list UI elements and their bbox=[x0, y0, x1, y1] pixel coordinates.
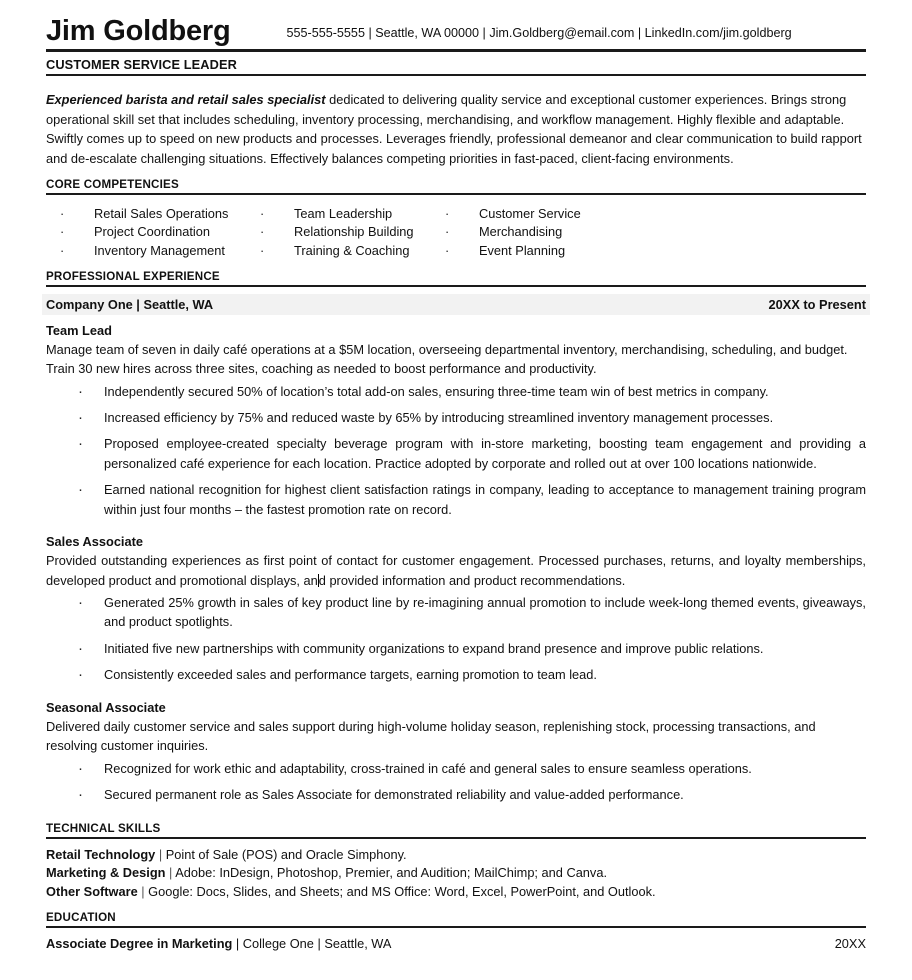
section-title-professional-experience: PROFESSIONAL EXPERIENCE bbox=[46, 269, 220, 283]
job-title-team-lead: Team Lead bbox=[46, 322, 112, 338]
summary-lead: Experienced barista and retail sales specialist bbox=[46, 92, 326, 108]
job-bullet: · Independently secured 50% of location’s total add-on sales, ensuring three-time team win of best metrics in company. bbox=[46, 382, 866, 401]
competency-item bbox=[60, 223, 260, 241]
candidate-headline: CUSTOMER SERVICE LEADER bbox=[46, 57, 237, 73]
skill-line-marketing-design bbox=[46, 864, 866, 883]
competency-label: Customer Service bbox=[479, 206, 581, 222]
competency-item bbox=[260, 223, 445, 241]
education-details bbox=[46, 936, 391, 951]
competency-item bbox=[60, 205, 260, 223]
core-competencies-divider bbox=[46, 193, 866, 195]
skill-line-other-software bbox=[46, 883, 866, 902]
section-title-education: EDUCATION bbox=[46, 911, 116, 925]
job-description-part-1: Provided outstanding experiences as first point of contact for customer engagement. Processed purchases, returns, and loyalty memberships, developed product and promotional displays, an bbox=[46, 553, 866, 588]
job-description-part-2: d provided information and product recommendations. bbox=[318, 572, 626, 588]
job-bullet: · Secured permanent role as Sales Associate for demonstrated reliability and value-added performance. bbox=[46, 785, 866, 804]
competency-label: Event Planning bbox=[479, 242, 566, 258]
job-bullet: · Increased efficiency by 75% and reduced waste by 65% by introducing streamlined inventory management processes. bbox=[46, 408, 866, 427]
section-title-core-competencies: CORE COMPETENCIES bbox=[46, 178, 179, 192]
section-title-technical-skills: TECHNICAL SKILLS bbox=[46, 821, 161, 835]
education-entry bbox=[46, 935, 866, 951]
core-competencies-grid bbox=[46, 202, 866, 259]
competency-label: Relationship Building bbox=[294, 224, 414, 240]
bullet-icon: · bbox=[60, 242, 65, 258]
bullet-icon: · bbox=[60, 206, 65, 222]
bullet-icon: · bbox=[445, 206, 450, 222]
job-bullet: · Recognized for work ethic and adaptability, cross-trained in café and general sales to ensure seamless operations. bbox=[46, 759, 866, 778]
job-description-seasonal-associate: Delivered daily customer service and sales support during high-volume holiday season, replenishing stock, processing transactions, and resolving customer inquiries. bbox=[46, 718, 816, 754]
technical-skills-divider bbox=[46, 837, 866, 839]
job-title-sales-associate: Sales Associate bbox=[46, 534, 143, 550]
job-bullets-team-lead bbox=[46, 382, 866, 520]
competency-label: Team Leadership bbox=[294, 206, 393, 222]
education-school-location: | College One | Seattle, WA bbox=[232, 936, 392, 952]
company-location: Seattle, WA bbox=[143, 296, 214, 312]
headline-divider bbox=[46, 74, 866, 76]
bullet-icon: · bbox=[260, 206, 265, 222]
company-separator: | bbox=[132, 296, 144, 312]
job-description-team-lead: Manage team of seven in daily café operations at a $5M location, overseeing departmental inventory, merchandising, scheduling, and budget. Train 30 new hires across three sites, coaching as needed to boost performance and productivity. bbox=[46, 341, 848, 377]
competency-item bbox=[445, 223, 866, 241]
competency-label: Inventory Management bbox=[94, 242, 225, 258]
skill-line-retail-technology bbox=[46, 846, 866, 865]
bullet-icon: · bbox=[60, 224, 65, 240]
company-name-location bbox=[46, 297, 213, 312]
competency-item bbox=[445, 205, 866, 223]
competency-item bbox=[60, 242, 260, 260]
competency-label: Project Coordination bbox=[94, 224, 210, 240]
skill-label: Other Software bbox=[46, 883, 138, 899]
candidate-name: Jim Goldberg bbox=[46, 15, 231, 47]
summary-body: dedicated to delivering quality service and exceptional customer experiences. Brings strong operational skill set that includes scheduling, inventory processing, merchandising, and workflow management. Highly flexible and adaptable. Swiftly comes up to speed on new products and processes. Leverages friendly, professional demeanor and clear communication to build rapport and de-escalate challenging situations. Effectively balances competing priorities in fast-paced, client-facing environments. bbox=[46, 92, 862, 166]
job-bullet: · Initiated five new partnerships with community organizations to expand brand presence and improve public relations. bbox=[46, 639, 866, 658]
bullet-icon: · bbox=[445, 242, 450, 258]
skill-value: Google: Docs, Slides, and Sheets; and MS Office: Word, Excel, PowerPoint, and Outlook. bbox=[148, 883, 656, 899]
job-title-seasonal-associate: Seasonal Associate bbox=[46, 699, 166, 715]
education-year: 20XX bbox=[834, 936, 866, 952]
competency-item bbox=[260, 242, 445, 260]
company-name: Company One bbox=[46, 296, 133, 312]
company-header-row bbox=[42, 294, 870, 315]
job-bullet: · Generated 25% growth in sales of key product line by re-imagining annual promotion to include week-long themed events, giveaways, and product spotlights. bbox=[46, 593, 866, 632]
bullet-icon: · bbox=[445, 224, 450, 240]
education-divider bbox=[46, 926, 866, 928]
skill-separator: | bbox=[137, 883, 149, 899]
competency-label: Retail Sales Operations bbox=[94, 206, 229, 222]
skill-label: Marketing & Design bbox=[46, 865, 166, 881]
bullet-icon: · bbox=[260, 224, 265, 240]
job-bullet: · Proposed employee-created specialty beverage program with in-store marketing, boosting team engagement and providing a personalized café experience for each location. Practice adopted by corporate and rolled out at over 100 locations nationwide. bbox=[46, 434, 866, 473]
skill-value: Adobe: InDesign, Photoshop, Premier, and Audition; MailChimp; and Canva. bbox=[175, 865, 607, 881]
competency-item bbox=[445, 242, 866, 260]
job-bullet: · Consistently exceeded sales and performance targets, earning promotion to team lead. bbox=[46, 665, 866, 684]
job-description-sales-associate bbox=[46, 551, 866, 590]
competency-item bbox=[260, 205, 445, 223]
skill-separator: | bbox=[155, 846, 166, 862]
resume-header bbox=[46, 10, 866, 46]
skill-value: Point of Sale (POS) and Oracle Simphony. bbox=[165, 846, 407, 862]
job-bullets-seasonal-associate bbox=[46, 759, 866, 805]
competency-label: Merchandising bbox=[479, 224, 563, 240]
job-bullets-sales-associate bbox=[46, 593, 866, 685]
job-bullet: · Earned national recognition for highest client satisfaction ratings in company, leading to acceptance to management training program within just four months – the fastest promotion rate on record. bbox=[46, 480, 866, 519]
skill-label: Retail Technology bbox=[46, 846, 156, 862]
company-dates: 20XX to Present bbox=[768, 296, 866, 312]
bullet-icon: · bbox=[260, 242, 265, 258]
education-degree: Associate Degree in Marketing bbox=[46, 936, 233, 952]
professional-summary bbox=[46, 83, 866, 168]
competency-label: Training & Coaching bbox=[294, 242, 410, 258]
contact-info: 555-555-5555 | Seattle, WA 00000 | Jim.Goldberg@email.com | LinkedIn.com/jim.goldberg bbox=[286, 26, 792, 40]
professional-experience-divider bbox=[46, 285, 866, 287]
skill-separator: | bbox=[165, 865, 176, 881]
